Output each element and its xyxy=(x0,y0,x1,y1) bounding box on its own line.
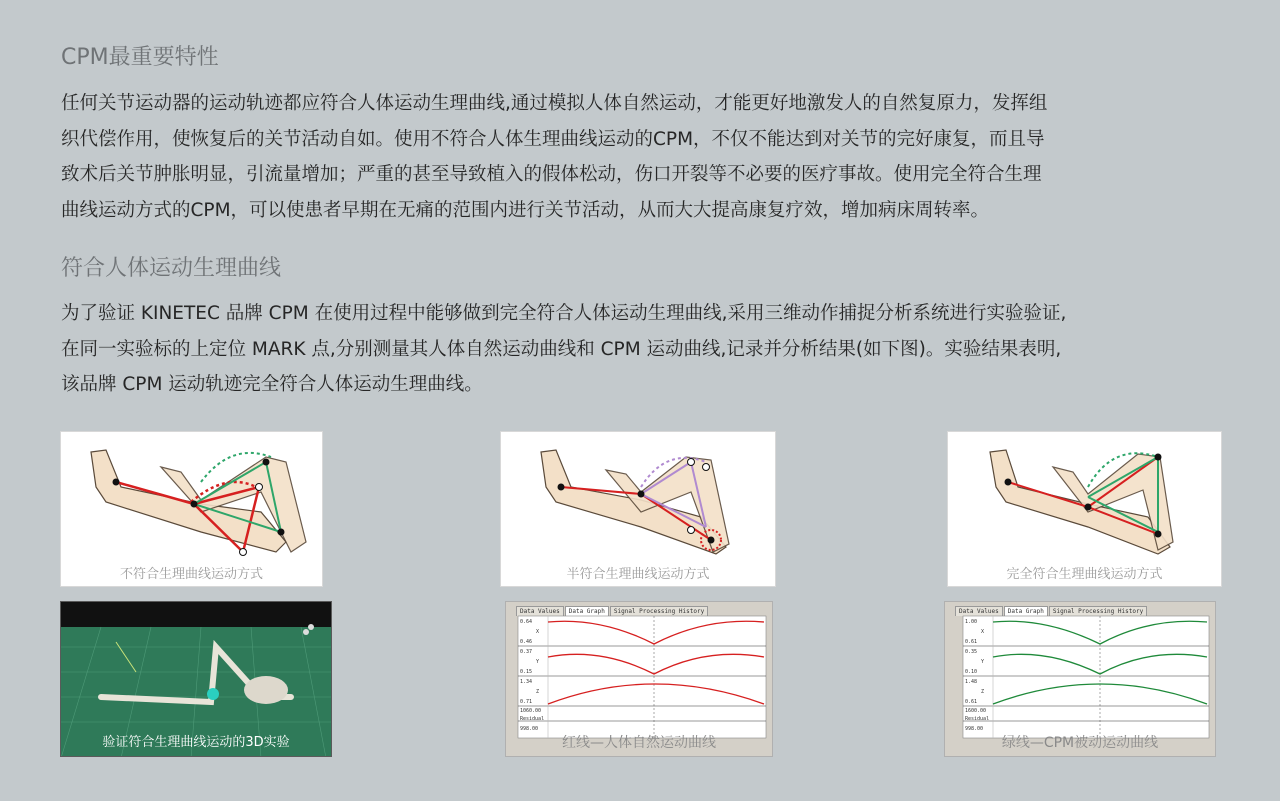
axis-label: 0.15 xyxy=(520,669,533,675)
axis-label: 0.71 xyxy=(520,699,533,705)
cpm-features-paragraph xyxy=(61,86,1221,228)
axis-label: 1600.00 xyxy=(965,708,987,714)
tab-signal-processing-history[interactable]: Signal Processing History xyxy=(610,606,708,616)
axis-label: X xyxy=(536,629,540,635)
paragraph-line: 织代偿作用，使恢复后的关节活动自如。使用不符合人体生理曲线运动的CPM，不仅不能达到对关节的完好康复，而且导 xyxy=(61,128,1045,150)
paragraph-line: 曲线运动方式的CPM，可以使患者早期在无痛的范围内进行关节活动，从而大大提高康复疗效，增加病床周转率。 xyxy=(61,199,990,221)
graph-green-caption: 绿线—CPM被动运动曲线 xyxy=(1001,735,1159,751)
tab-signal-processing-history[interactable]: Signal Processing History xyxy=(1049,606,1147,616)
graph-red-caption: 红线—人体自然运动曲线 xyxy=(562,735,716,751)
axis-label: Z xyxy=(536,689,540,695)
axis-label: 1.48 xyxy=(965,679,978,685)
graph-green-cpm-motion xyxy=(944,601,1216,757)
axis-label: 998.00 xyxy=(520,726,539,732)
axis-label: 0.37 xyxy=(520,649,533,655)
tab-data-values[interactable]: Data Values xyxy=(955,606,1003,616)
axis-label: 1.00 xyxy=(965,619,978,625)
axis-label: Y xyxy=(981,659,985,665)
tab-data-graph[interactable]: Data Graph xyxy=(565,606,609,616)
axis-label: 0.64 xyxy=(520,619,533,625)
axis-label: 0.10 xyxy=(965,669,978,675)
leg-figure-caption: 不符合生理曲线运动方式 xyxy=(119,567,263,582)
paragraph-line: 为了验证 KINETEC 品牌 CPM 在使用过程中能够做到完全符合人体运动生理曲线,采用三维动作捕捉分析系统进行实验验证, xyxy=(61,303,1067,324)
paragraph-line: 致术后关节肿胀明显，引流量增加；严重的甚至导致植入的假体松动，伤口开裂等不必要的医疗事故。使用完全符合生理 xyxy=(61,164,1042,185)
graph-red-natural-motion xyxy=(505,601,773,757)
tab-data-graph[interactable]: Data Graph xyxy=(1004,606,1048,616)
tab-data-values[interactable]: Data Values xyxy=(516,606,564,616)
axis-label: Z xyxy=(981,689,985,695)
leg-figure-not-matching xyxy=(60,431,323,587)
paragraph-line: 任何关节运动器的运动轨迹都应符合人体运动生理曲线,通过模拟人体自然运动，才能更好地激发人的自然复原力，发挥组 xyxy=(61,93,1048,114)
leg-figure-half-matching xyxy=(500,431,776,587)
paragraph-line: 该品牌 CPM 运动轨迹完全符合人体运动生理曲线。 xyxy=(61,374,483,395)
physiological-curve-paragraph xyxy=(61,296,1221,403)
axis-label: 0.46 xyxy=(520,639,533,645)
model-3d-figure xyxy=(60,601,332,757)
axis-label: 998.00 xyxy=(965,726,984,732)
axis-label: 0.61 xyxy=(965,639,978,645)
axis-label: 0.35 xyxy=(965,649,978,655)
leg-figure-caption: 半符合生理曲线运动方式 xyxy=(566,567,710,582)
leg-figure-fully-matching xyxy=(947,431,1222,587)
section-heading-physiological-curve: 符合人体运动生理曲线 xyxy=(61,256,282,281)
axis-label: Y xyxy=(536,659,540,665)
axis-label: 1060.00 xyxy=(520,708,542,714)
axis-label: X xyxy=(981,629,985,635)
section-heading-cpm-features: CPM最重要特性 xyxy=(61,45,219,70)
axis-label: 0.61 xyxy=(965,699,978,705)
paragraph-line: 在同一实验标的上定位 MARK 点,分别测量其人体自然运动曲线和 CPM 运动曲线,记录并分析结果(如下图)。实验结果表明, xyxy=(61,338,1062,360)
model-3d-caption: 验证符合生理曲线运动的3D实验 xyxy=(102,735,290,750)
axis-label: Residual xyxy=(520,716,545,722)
axis-label: 1.34 xyxy=(520,679,533,685)
axis-label: Residual xyxy=(965,716,990,722)
leg-figure-caption: 完全符合生理曲线运动方式 xyxy=(1006,567,1163,582)
